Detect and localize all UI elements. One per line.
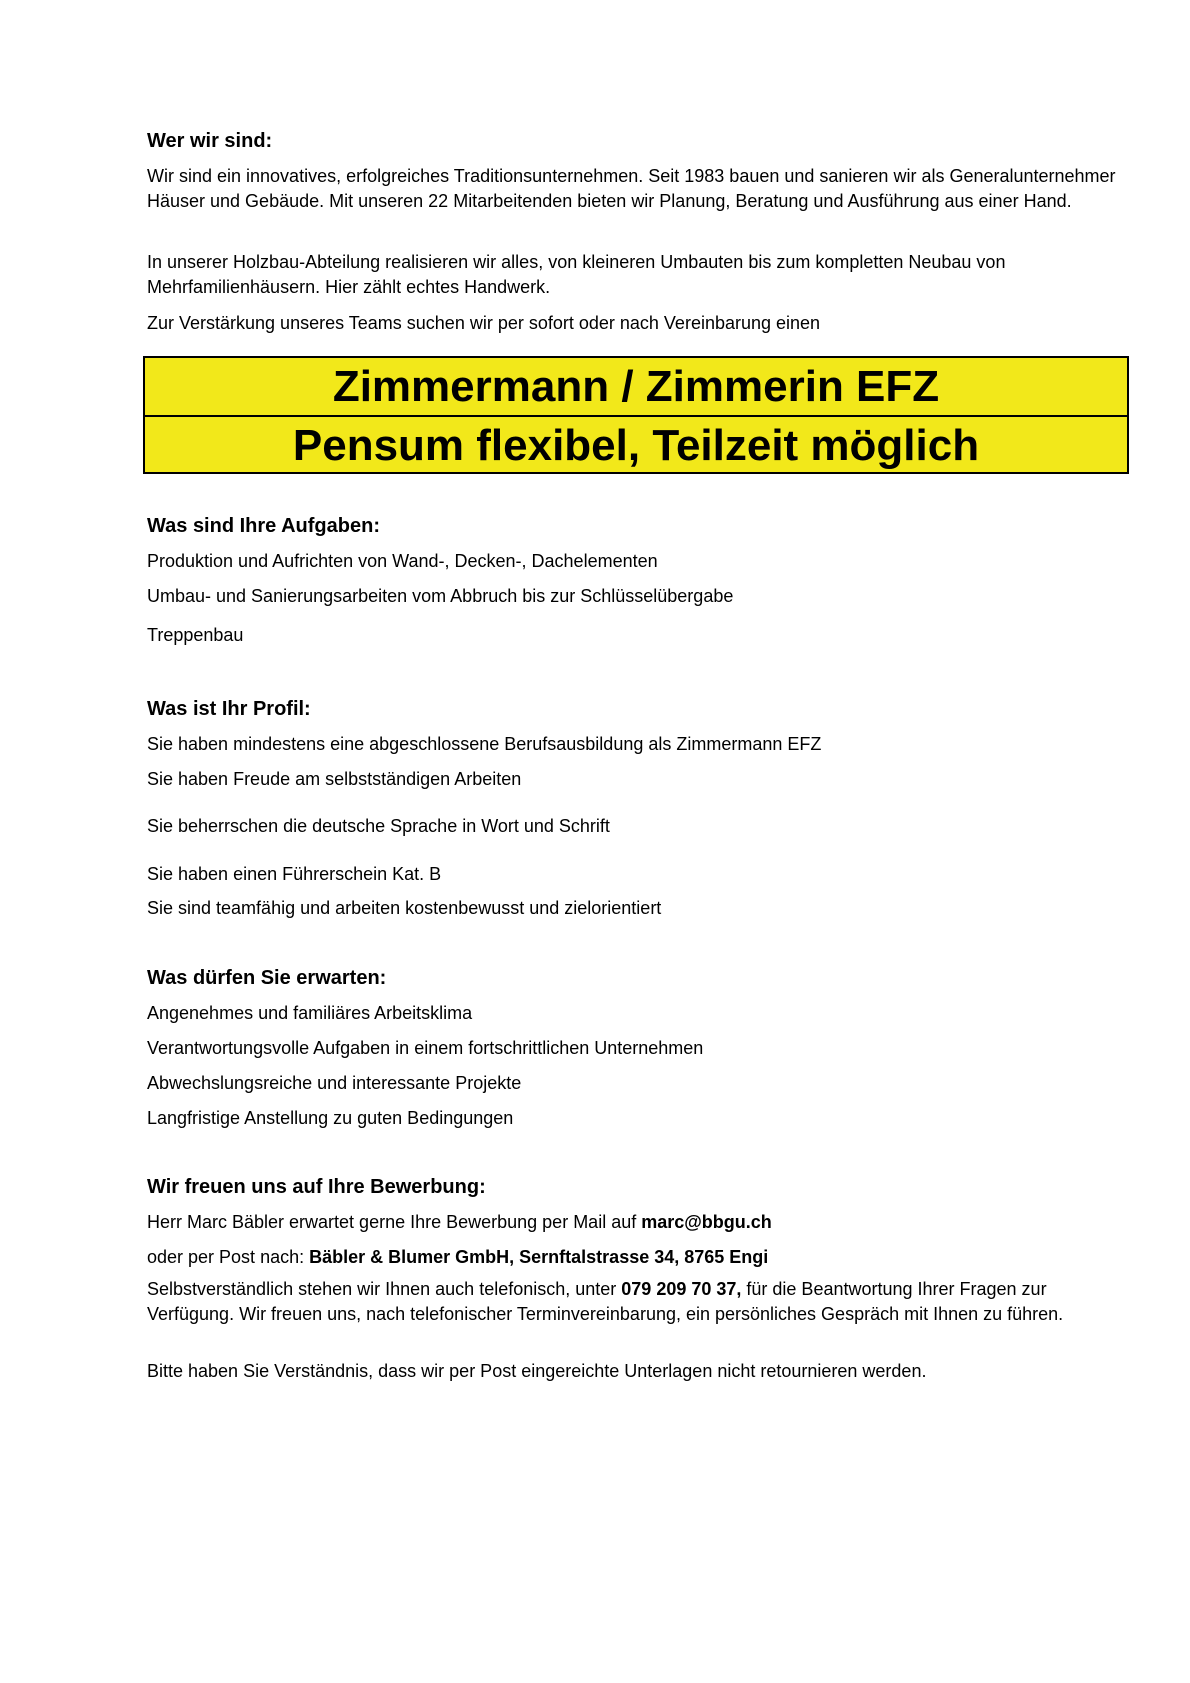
offer-item-1: Angenehmes und familiäres Arbeitsklima	[147, 1003, 473, 1023]
apply-line-address	[147, 1245, 768, 1270]
apply-address-prefix: oder per Post nach:	[147, 1247, 310, 1267]
intro-paragraph-2: In unserer Holzbau-Abteilung realisieren wir alles, von kleineren Umbauten bis zum kompletten Neubau von Mehrfamilienhäusern. Hier zählt echtes Handwerk.	[147, 252, 1006, 297]
intro-paragraph-3: Zur Verstärkung unseres Teams suchen wir per sofort oder nach Vereinbarung einen	[147, 313, 821, 333]
tasks-heading: Was sind Ihre Aufgaben:	[147, 515, 380, 537]
job-title: Zimmermann / Zimmerin EFZ	[332, 361, 940, 411]
apply-address: Bäbler & Blumer GmbH, Sernftalstrasse 34, 8765 Engi	[309, 1247, 769, 1267]
apply-email-prefix: Herr Marc Bäbler erwartet gerne Ihre Bewerbung per Mail auf	[147, 1212, 642, 1232]
offer-item-4: Langfristige Anstellung zu guten Bedingungen	[147, 1108, 514, 1128]
job-title-banner	[143, 356, 1129, 474]
apply-line-email	[147, 1210, 772, 1235]
apply-phone-prefix: Selbstverständlich stehen wir Ihnen auch telefonisch, unter	[147, 1279, 622, 1299]
job-subtitle: Pensum flexibel, Teilzeit möglich	[145, 415, 1127, 474]
profile-item-2: Sie haben Freude am selbstständigen Arbeiten	[147, 769, 522, 789]
offer-item-3: Abwechslungsreiche und interessante Projekte	[147, 1073, 522, 1093]
apply-line-phone	[147, 1277, 1122, 1327]
profile-item-1: Sie haben mindestens eine abgeschlossene Berufsausbildung als Zimmermann EFZ	[147, 734, 822, 754]
apply-note: Bitte haben Sie Verständnis, dass wir per Post eingereichte Unterlagen nicht retournieren werden.	[147, 1361, 927, 1381]
apply-email: marc@bbgu.ch	[641, 1212, 772, 1232]
offer-heading: Was dürfen Sie erwarten:	[147, 967, 387, 989]
intro-paragraph-1: Wir sind ein innovatives, erfolgreiches Traditionsunternehmen. Seit 1983 bauen und sanieren wir als Generalunternehmer Häuser und Gebäude. Mit unseren 22 Mitarbeitenden bieten wir Planung, Beratung und Ausführung aus einer Hand.	[147, 166, 1116, 211]
intro-heading: Wer wir sind:	[147, 130, 273, 152]
profile-item-5: Sie sind teamfähig und arbeiten kostenbewusst und zielorientiert	[147, 898, 662, 918]
apply-heading: Wir freuen uns auf Ihre Bewerbung:	[147, 1176, 486, 1198]
task-item-2: Umbau- und Sanierungsarbeiten vom Abbruch bis zur Schlüsselübergabe	[147, 586, 734, 606]
offer-item-2: Verantwortungsvolle Aufgaben in einem fortschrittlichen Unternehmen	[147, 1038, 704, 1058]
apply-phone: 079 209 70 37,	[621, 1279, 742, 1299]
task-item-1: Produktion und Aufrichten von Wand-, Decken-, Dachelementen	[147, 551, 658, 571]
profile-item-3: Sie beherrschen die deutsche Sprache in Wort und Schrift	[147, 816, 610, 836]
profile-item-4: Sie haben einen Führerschein Kat. B	[147, 864, 442, 884]
apply-phone-suffix: für die Beantwortung Ihrer Fragen zur Verfügung. Wir freuen uns, nach telefonischer Terminvereinbarung, ein persönliches Gespräch mit Ihnen zu führen.	[147, 1279, 1064, 1324]
task-item-3: Treppenbau	[147, 625, 244, 645]
profile-heading: Was ist Ihr Profil:	[147, 698, 311, 720]
